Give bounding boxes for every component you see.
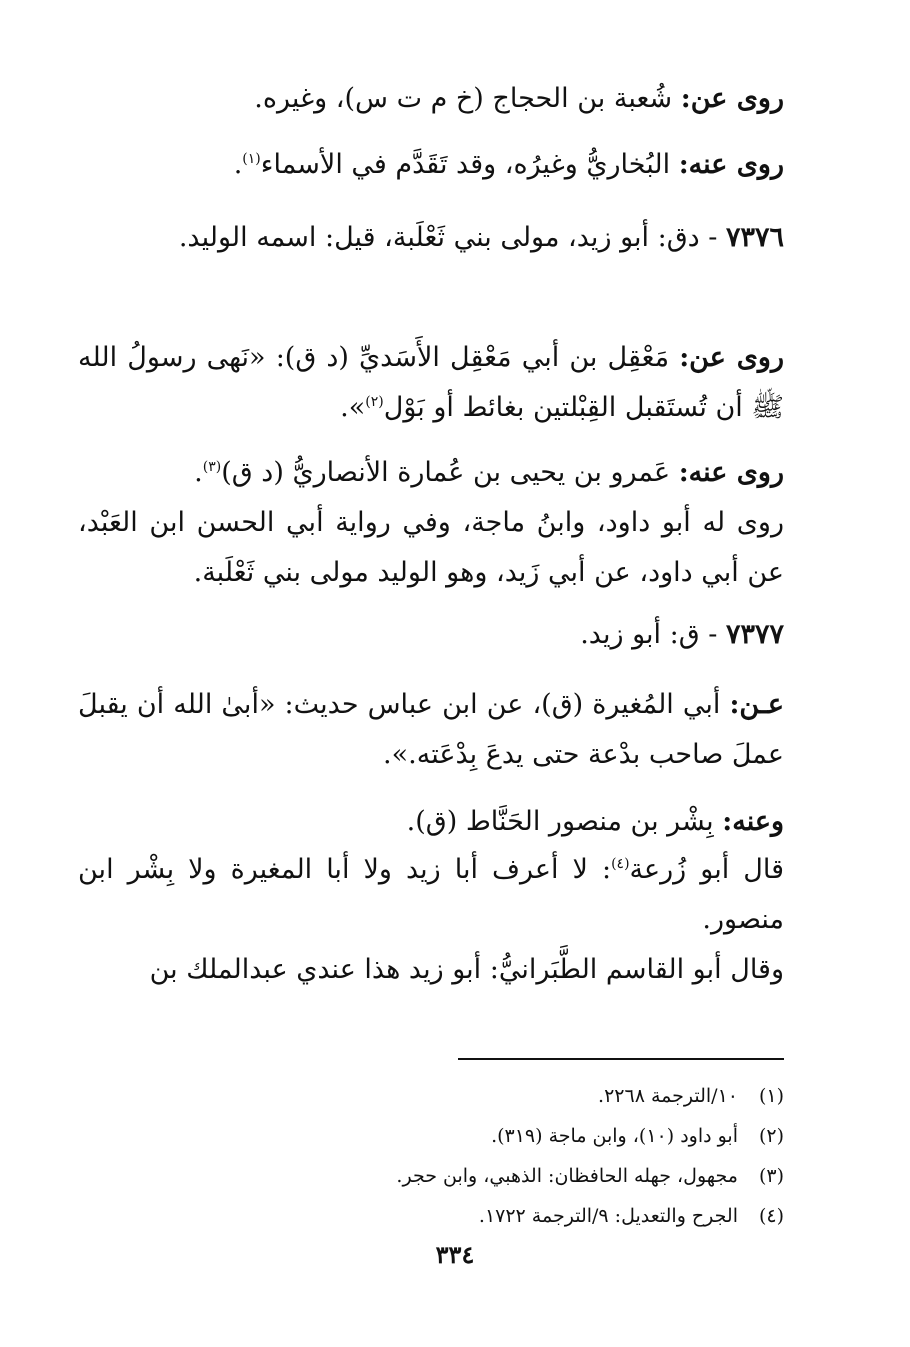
footnote-text: أبو داود (١٠)، وابن ماجة (٣١٩). — [491, 1125, 738, 1147]
footnote-mark: (٢) — [758, 1125, 784, 1147]
entry-label: روى عنه: — [678, 457, 784, 488]
entry-text: مَعْقِل بن أبي مَعْقِل الأَسَديِّ (د ق): «نَهى رسولُ الله ﷺ أن تُستَقبل القِبْلتين بغائط أو بَوْل — [78, 342, 784, 423]
entry-text: بِشْر بن منصور الحَنَّاط (ق). — [406, 806, 723, 837]
footnote-2 — [200, 1122, 784, 1150]
entry-label: روى عنه: — [678, 149, 784, 180]
footnote-text: مجهول، جهله الحافظان: الذهبي، وابن حجر. — [396, 1165, 738, 1187]
entry-text: شُعبة بن الحجاج (خ م ت س)، وغيره. — [254, 83, 681, 114]
footnote-3 — [200, 1162, 784, 1190]
footnote-mark: (١) — [758, 1085, 784, 1107]
entry-9 — [78, 797, 784, 847]
entry-7-biography-7377 — [78, 610, 784, 660]
page-number: ٣٣٤ — [435, 1240, 475, 1269]
entry-text: قال أبو زُرعة — [629, 854, 784, 885]
footnote-ref: (٤) — [611, 856, 630, 872]
footnote-text: الجرح والتعديل: ٩/الترجمة ١٧٢٢. — [478, 1205, 738, 1227]
entry-tail: ». — [340, 392, 366, 423]
footnote-4 — [200, 1202, 784, 1230]
entry-text: البُخاريُّ وغيرُه، وقد تَقَدَّم في الأسماء — [260, 149, 679, 180]
footnote-divider — [458, 1058, 784, 1060]
footnote-1 — [200, 1082, 784, 1110]
footnote-ref: (٣) — [202, 459, 222, 475]
entry-number: ٧٣٧٧ — [725, 619, 784, 650]
footnote-ref: (٢) — [365, 394, 384, 410]
entry-label: روى عن: — [680, 83, 784, 114]
entry-tail: : لا أعرف أبا زيد ولا أبا المغيرة ولا بِشْر ابن منصور. — [78, 854, 784, 935]
entry-2 — [78, 140, 784, 190]
entry-text: أبي المُغيرة (ق)، عن ابن عباس حديث: «أبىٰ الله أن يقبلَ عملَ صاحب بدْعة حتى يدعَ بِدْعَته.». — [78, 689, 784, 770]
entry-1 — [78, 74, 784, 124]
entry-tail: . — [194, 457, 203, 488]
entry-text: روى له أبو داود، وابنُ ماجة، وفي رواية أبي الحسن ابن العَبْد، عن أبي داود، عن أبي زَيد، وهو الوليد مولى بني ثَعْلَبة. — [78, 507, 784, 588]
entry-text: وقال أبو القاسم الطَّبَرانيُّ: أبو زيد هذا عندي عبدالملك بن — [149, 954, 784, 985]
footnote-text: ١٠/الترجمة ٢٢٦٨. — [598, 1085, 738, 1107]
entry-text: - ق: أبو زيد. — [580, 619, 726, 650]
entry-label: عـن: — [729, 689, 784, 720]
entry-label: وعنه: — [722, 806, 784, 837]
footnote-ref: (١) — [242, 151, 261, 167]
entry-text: - دق: أبو زيد، مولى بني ثَعْلَبة، قيل: اسمه الوليد. — [178, 222, 726, 253]
entry-6 — [78, 498, 784, 598]
entry-5 — [78, 448, 784, 498]
footnote-mark: (٤) — [758, 1205, 784, 1227]
entry-text: عَمرو بن يحيى بن عُمارة الأنصاريُّ (د ق) — [221, 457, 679, 488]
entry-4 — [78, 333, 784, 433]
footnote-mark: (٣) — [758, 1165, 784, 1187]
entry-label: روى عن: — [679, 342, 784, 373]
entry-8 — [78, 680, 784, 780]
entry-tail: . — [233, 149, 243, 180]
entry-3-biography-7376 — [78, 213, 784, 263]
entry-10 — [78, 845, 784, 945]
entry-11 — [78, 945, 784, 995]
entry-number: ٧٣٧٦ — [725, 222, 784, 253]
